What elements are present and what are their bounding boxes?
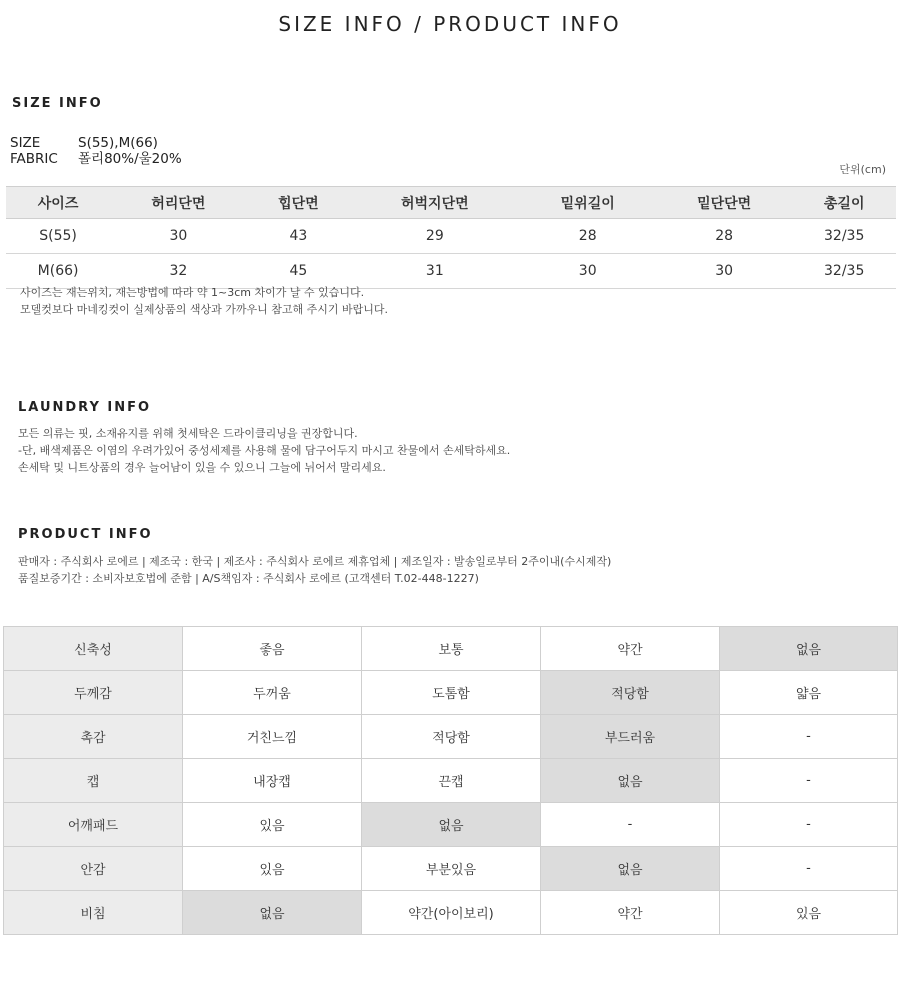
attribute-option: 끈캡 (362, 759, 541, 803)
table-cell: 30 (110, 219, 246, 254)
attribute-option: 약간(아이보리) (362, 891, 541, 935)
attribute-option: - (541, 803, 720, 847)
table-cell: 32/35 (792, 254, 896, 289)
table-cell: 30 (519, 254, 655, 289)
attribute-option: 좋음 (183, 627, 362, 671)
attribute-label: 비침 (4, 891, 183, 935)
attribute-row (4, 627, 898, 671)
attribute-option: 내장캡 (183, 759, 362, 803)
laundry-line: -단, 배색제품은 이염의 우려가있어 중성세제를 사용해 물에 담구어두지 마시고 찬물에서 손세탁하세요. (18, 444, 511, 457)
attribute-label: 어깨패드 (4, 803, 183, 847)
product-info-heading: PRODUCT INFO (18, 527, 153, 542)
table-cell: 45 (247, 254, 351, 289)
attribute-option: 두꺼움 (183, 671, 362, 715)
table-cell: S(55) (6, 219, 110, 254)
attribute-option-selected: 없음 (362, 803, 541, 847)
column-header: 총길이 (792, 187, 896, 219)
table-cell: 30 (656, 254, 792, 289)
size-note: 모델컷보다 마네킹컷이 실제상품의 색상과 가까우니 참고해 주시기 바랍니다. (20, 303, 389, 316)
size-table (6, 186, 896, 289)
attribute-option: 거친느낌 (183, 715, 362, 759)
attribute-option-selected: 부드러움 (541, 715, 720, 759)
fabric-value: 폴리80%/울20% (78, 151, 182, 167)
attribute-row (4, 891, 898, 935)
column-header: 허리단면 (110, 187, 246, 219)
table-cell: 32 (110, 254, 246, 289)
laundry-info-heading: LAUNDRY INFO (18, 400, 152, 415)
laundry-line: 모든 의류는 핏, 소재유지를 위해 첫세탁은 드라이클리닝을 권장합니다. (18, 427, 358, 440)
unit-label: 단위(cm) (839, 163, 886, 176)
attribute-option-selected: 없음 (720, 627, 898, 671)
attribute-option: - (720, 715, 898, 759)
laundry-notes (18, 425, 510, 476)
attribute-option: - (720, 847, 898, 891)
attribute-row (4, 715, 898, 759)
attribute-option-selected: 없음 (541, 759, 720, 803)
attribute-option: 있음 (183, 847, 362, 891)
attribute-option-selected: 없음 (541, 847, 720, 891)
column-header: 밑위길이 (519, 187, 655, 219)
attribute-row (4, 803, 898, 847)
attribute-option: 적당함 (362, 715, 541, 759)
column-header: 힙단면 (247, 187, 351, 219)
table-cell: 29 (350, 219, 519, 254)
attribute-option: 있음 (720, 891, 898, 935)
size-table-header (6, 187, 896, 219)
column-header: 밑단단면 (656, 187, 792, 219)
attribute-table (3, 626, 898, 935)
attribute-label: 촉감 (4, 715, 183, 759)
laundry-line: 손세탁 및 니트상품의 경우 늘어남이 있을 수 있으니 그늘에 뉘어서 말리세요. (18, 461, 386, 474)
size-value: S(55),M(66) (78, 135, 158, 151)
attribute-option: 약간 (541, 627, 720, 671)
product-line: 판매자 : 주식회사 로에르 | 제조국 : 한국 | 제조사 : 주식회사 로에르 제휴업체 | 제조일자 : 발송일로부터 2주이내(수시제작) (18, 555, 612, 568)
attribute-row (4, 759, 898, 803)
size-note: 사이즈는 재는위치, 재는방법에 따라 약 1~3cm 차이가 날 수 있습니다. (20, 286, 365, 299)
attribute-label: 캡 (4, 759, 183, 803)
attribute-option: 부분있음 (362, 847, 541, 891)
table-cell: 28 (519, 219, 655, 254)
table-cell: M(66) (6, 254, 110, 289)
attribute-row (4, 847, 898, 891)
attribute-label: 안감 (4, 847, 183, 891)
product-notes (18, 553, 611, 587)
table-cell: 32/35 (792, 219, 896, 254)
column-header: 사이즈 (6, 187, 110, 219)
table-row (6, 219, 896, 254)
attribute-option: - (720, 803, 898, 847)
attribute-option: 있음 (183, 803, 362, 847)
column-header: 허벅지단면 (350, 187, 519, 219)
attribute-label: 두께감 (4, 671, 183, 715)
attribute-option-selected: 적당함 (541, 671, 720, 715)
fabric-spec (10, 151, 182, 167)
fabric-label: FABRIC (10, 151, 58, 167)
size-spec (10, 135, 158, 151)
attribute-option: 보통 (362, 627, 541, 671)
attribute-option: 도톰함 (362, 671, 541, 715)
table-cell: 31 (350, 254, 519, 289)
attribute-option: 약간 (541, 891, 720, 935)
attribute-option: - (720, 759, 898, 803)
size-info-heading: SIZE INFO (12, 96, 103, 111)
attribute-label: 신축성 (4, 627, 183, 671)
attribute-option: 얇음 (720, 671, 898, 715)
product-line: 품질보증기간 : 소비자보호법에 준함 | A/S책임자 : 주식회사 로에르 (고객센터 T.02-448-1227) (18, 572, 479, 585)
size-label: SIZE (10, 135, 41, 151)
table-cell: 43 (247, 219, 351, 254)
table-cell: 28 (656, 219, 792, 254)
attribute-row (4, 671, 898, 715)
attribute-option-selected: 없음 (183, 891, 362, 935)
page-title: SIZE INFO / PRODUCT INFO (278, 12, 622, 36)
size-notes (20, 284, 388, 318)
